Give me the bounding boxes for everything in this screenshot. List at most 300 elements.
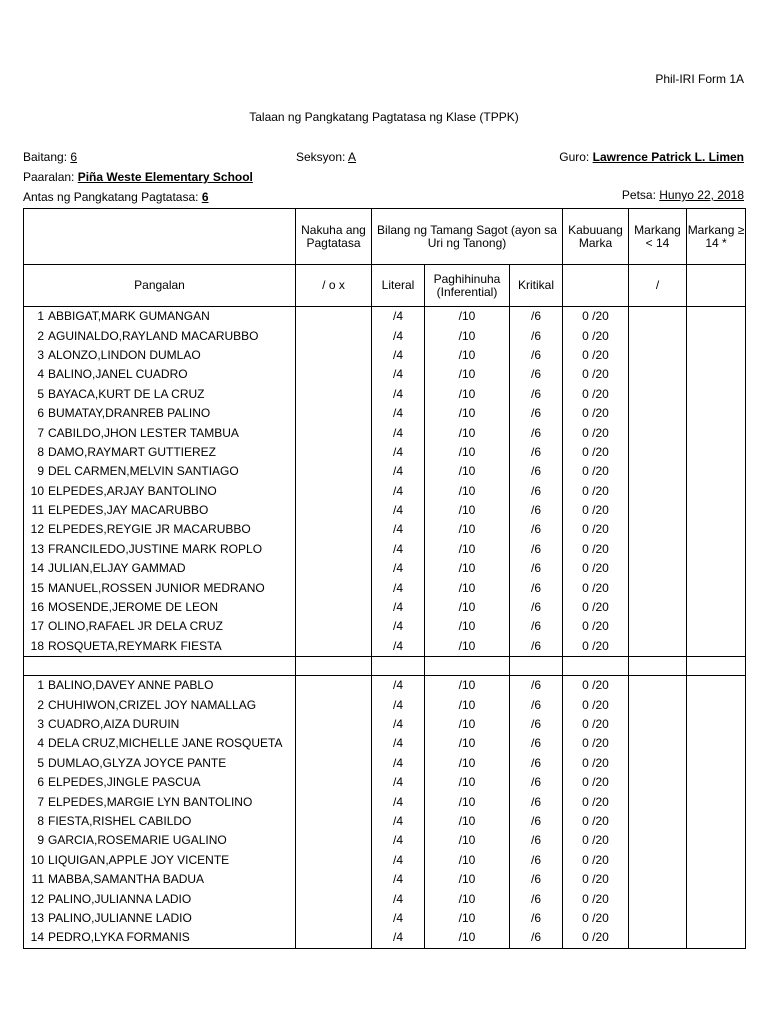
- student-number: 11: [31, 503, 44, 518]
- kritikal-cell: /6: [510, 889, 563, 908]
- literal-cell: /4: [372, 889, 425, 908]
- student-name: CABILDO,JHON LESTER TAMBUA: [48, 425, 239, 440]
- markang-high-cell: [687, 482, 746, 501]
- level-label: Antas ng Pangkatang Pagtatasa:: [23, 190, 199, 204]
- literal-cell: /4: [372, 559, 425, 578]
- student-number: 9: [37, 833, 44, 848]
- kritikal-cell: /6: [510, 695, 563, 714]
- markang-high-cell: [687, 928, 746, 948]
- student-number: 4: [37, 736, 44, 751]
- inferential-cell: /10: [425, 637, 510, 657]
- header-markang-high: Markang ≥ 14 *: [687, 209, 746, 265]
- total-cell: 0 /20: [563, 462, 629, 481]
- ox-cell: [296, 792, 372, 811]
- student-name-cell: [24, 423, 296, 442]
- student-name-cell: [24, 870, 296, 889]
- inferential-cell: /10: [425, 831, 510, 850]
- total-cell: 0 /20: [563, 598, 629, 617]
- student-row: [24, 559, 746, 578]
- student-name: BALINO,DAVEY ANNE PABLO: [48, 678, 214, 693]
- markang-low-cell: [629, 715, 687, 734]
- inferential-cell: /10: [425, 889, 510, 908]
- student-name: CHUHIWON,CRIZEL JOY NAMALLAG: [48, 697, 257, 712]
- date-label: Petsa:: [621, 188, 656, 202]
- literal-cell: /4: [372, 423, 425, 442]
- student-name: PEDRO,LYKA FORMANIS: [48, 930, 190, 945]
- student-number: 5: [37, 755, 44, 770]
- teacher-label: Guro:: [559, 150, 590, 164]
- ox-cell: [296, 715, 372, 734]
- student-name: DEL CARMEN,MELVIN SANTIAGO: [48, 464, 239, 479]
- student-name: ELPEDES,REYGIE JR MACARUBBO: [48, 522, 251, 537]
- markang-low-cell: [629, 326, 687, 345]
- markang-high-cell: [687, 831, 746, 850]
- teacher-value: Lawrence Patrick L. Limen: [592, 150, 744, 164]
- total-cell: 0 /20: [563, 404, 629, 423]
- student-name-cell: [24, 695, 296, 714]
- markang-low-cell: [629, 598, 687, 617]
- separator-cell: [425, 657, 510, 676]
- student-number: 1: [37, 678, 44, 693]
- kritikal-cell: /6: [510, 540, 563, 559]
- markang-low-cell: [629, 754, 687, 773]
- section-value: A: [348, 150, 357, 164]
- literal-cell: /4: [372, 501, 425, 520]
- ox-cell: [296, 346, 372, 365]
- inferential-cell: /10: [425, 423, 510, 442]
- inferential-cell: /10: [425, 792, 510, 811]
- inferential-cell: /10: [425, 598, 510, 617]
- markang-high-cell: [687, 676, 746, 696]
- student-number: 17: [30, 619, 44, 634]
- kritikal-cell: /6: [510, 462, 563, 481]
- markang-high-cell: [687, 812, 746, 831]
- markang-high-cell: [687, 909, 746, 928]
- student-name-cell: [24, 443, 296, 462]
- ox-cell: [296, 928, 372, 948]
- kritikal-cell: /6: [510, 443, 563, 462]
- inferential-cell: /10: [425, 773, 510, 792]
- header-kritikal: Kritikal: [510, 265, 563, 307]
- total-cell: 0 /20: [563, 851, 629, 870]
- literal-cell: /4: [372, 617, 425, 636]
- inferential-cell: /10: [425, 617, 510, 636]
- ox-cell: [296, 462, 372, 481]
- student-number: 12: [30, 891, 44, 906]
- student-name-cell: [24, 404, 296, 423]
- student-number: 10: [30, 852, 44, 867]
- kritikal-cell: /6: [510, 851, 563, 870]
- student-name-cell: [24, 754, 296, 773]
- student-row: [24, 365, 746, 384]
- ox-cell: [296, 676, 372, 696]
- markang-low-cell: [629, 346, 687, 365]
- markang-low-cell: [629, 909, 687, 928]
- inferential-cell: /10: [425, 404, 510, 423]
- header-bilang: Bilang ng Tamang Sagot (ayon sa Uri ng Tanong): [372, 209, 563, 265]
- student-row: [24, 443, 746, 462]
- student-number: 8: [37, 444, 44, 459]
- inferential-cell: /10: [425, 540, 510, 559]
- inferential-cell: /10: [425, 754, 510, 773]
- student-name: LIQUIGAN,APPLE JOY VICENTE: [48, 852, 230, 867]
- markang-low-cell: [629, 773, 687, 792]
- student-name: ELPEDES,ARJAY BANTOLINO: [48, 483, 217, 498]
- student-name-cell: [24, 540, 296, 559]
- ox-cell: [296, 754, 372, 773]
- school-label: Paaralan:: [23, 170, 75, 184]
- student-row: [24, 695, 746, 714]
- inferential-cell: /10: [425, 851, 510, 870]
- literal-cell: /4: [372, 715, 425, 734]
- student-row: [24, 540, 746, 559]
- separator-cell: [372, 657, 425, 676]
- grade-label: Baitang:: [23, 150, 68, 164]
- header-literal: Literal: [372, 265, 425, 307]
- markang-low-cell: [629, 695, 687, 714]
- header-pangalan: Pangalan: [24, 265, 296, 307]
- student-name: OLINO,RAFAEL JR DELA CRUZ: [48, 619, 223, 634]
- student-name: ELPEDES,MARGIE LYN BANTOLINO: [48, 794, 253, 809]
- separator-cell: [24, 657, 296, 676]
- student-name-cell: [24, 520, 296, 539]
- student-name-cell: [24, 792, 296, 811]
- literal-cell: /4: [372, 385, 425, 404]
- separator-cell: [563, 657, 629, 676]
- kritikal-cell: /6: [510, 870, 563, 889]
- student-name-cell: [24, 676, 296, 696]
- ox-cell: [296, 501, 372, 520]
- total-cell: 0 /20: [563, 754, 629, 773]
- student-row: [24, 578, 746, 597]
- student-name: PALINO,JULIANNA LADIO: [48, 891, 192, 906]
- markang-low-cell: [629, 851, 687, 870]
- student-number: 6: [37, 406, 44, 421]
- header-kabuuang: Kabuuang Marka: [563, 209, 629, 265]
- student-name: BALINO,JANEL CUADRO: [48, 367, 188, 382]
- student-row: [24, 676, 746, 696]
- school-info: [23, 170, 253, 184]
- student-number: 15: [30, 580, 44, 595]
- markang-high-cell: [687, 385, 746, 404]
- student-name-cell: [24, 559, 296, 578]
- total-cell: 0 /20: [563, 326, 629, 345]
- literal-cell: /4: [372, 540, 425, 559]
- markang-low-cell: [629, 365, 687, 384]
- inferential-cell: /10: [425, 443, 510, 462]
- kritikal-cell: /6: [510, 928, 563, 948]
- student-name-cell: [24, 637, 296, 657]
- inferential-cell: /10: [425, 482, 510, 501]
- student-name-cell: [24, 598, 296, 617]
- markang-low-cell: [629, 482, 687, 501]
- student-number: 7: [37, 425, 44, 440]
- total-cell: 0 /20: [563, 928, 629, 948]
- ox-cell: [296, 404, 372, 423]
- literal-cell: /4: [372, 346, 425, 365]
- student-row: [24, 889, 746, 908]
- literal-cell: /4: [372, 598, 425, 617]
- total-cell: 0 /20: [563, 676, 629, 696]
- student-row: [24, 385, 746, 404]
- markang-high-cell: [687, 346, 746, 365]
- kritikal-cell: /6: [510, 520, 563, 539]
- total-cell: 0 /20: [563, 773, 629, 792]
- kritikal-cell: /6: [510, 773, 563, 792]
- markang-low-cell: [629, 831, 687, 850]
- level-info: [23, 190, 209, 204]
- student-row: [24, 792, 746, 811]
- grade-value: 6: [70, 150, 78, 164]
- literal-cell: /4: [372, 812, 425, 831]
- kritikal-cell: /6: [510, 792, 563, 811]
- student-name-cell: [24, 578, 296, 597]
- student-number: 9: [37, 464, 44, 479]
- header-empty: [24, 209, 296, 265]
- student-name: MOSENDE,JEROME DE LEON: [48, 600, 219, 615]
- student-name: ELPEDES,JINGLE PASCUA: [48, 775, 201, 790]
- inferential-cell: /10: [425, 462, 510, 481]
- inferential-cell: /10: [425, 307, 510, 327]
- student-name-cell: [24, 617, 296, 636]
- literal-cell: /4: [372, 443, 425, 462]
- kritikal-cell: /6: [510, 831, 563, 850]
- markang-high-cell: [687, 773, 746, 792]
- total-cell: 0 /20: [563, 578, 629, 597]
- student-row: [24, 326, 746, 345]
- student-row: [24, 501, 746, 520]
- date-info: [622, 188, 744, 202]
- markang-high-cell: [687, 443, 746, 462]
- literal-cell: /4: [372, 365, 425, 384]
- literal-cell: /4: [372, 928, 425, 948]
- markang-high-cell: [687, 637, 746, 657]
- total-cell: 0 /20: [563, 501, 629, 520]
- markang-low-cell: [629, 540, 687, 559]
- inferential-cell: /10: [425, 520, 510, 539]
- markang-low-cell: [629, 443, 687, 462]
- total-cell: 0 /20: [563, 715, 629, 734]
- markang-high-cell: [687, 307, 746, 327]
- markang-low-cell: [629, 404, 687, 423]
- student-row: [24, 734, 746, 753]
- markang-low-cell: [629, 734, 687, 753]
- kritikal-cell: /6: [510, 365, 563, 384]
- student-name-cell: [24, 773, 296, 792]
- markang-high-cell: [687, 365, 746, 384]
- ox-cell: [296, 773, 372, 792]
- literal-cell: /4: [372, 695, 425, 714]
- total-cell: 0 /20: [563, 307, 629, 327]
- ox-cell: [296, 812, 372, 831]
- ox-cell: [296, 578, 372, 597]
- inferential-cell: /10: [425, 928, 510, 948]
- total-cell: 0 /20: [563, 831, 629, 850]
- student-name: AGUINALDO,RAYLAND MACARUBBO: [48, 328, 259, 343]
- separator-cell: [510, 657, 563, 676]
- kritikal-cell: /6: [510, 676, 563, 696]
- inferential-cell: /10: [425, 695, 510, 714]
- markang-high-cell: [687, 792, 746, 811]
- header-total-empty: [563, 265, 629, 307]
- markang-high-cell: [687, 578, 746, 597]
- separator-cell: [687, 657, 746, 676]
- inferential-cell: /10: [425, 909, 510, 928]
- kritikal-cell: /6: [510, 385, 563, 404]
- student-name: DELA CRUZ,MICHELLE JANE ROSQUETA: [48, 736, 283, 751]
- markang-low-cell: [629, 928, 687, 948]
- student-row: [24, 404, 746, 423]
- markang-high-cell: [687, 501, 746, 520]
- literal-cell: /4: [372, 637, 425, 657]
- student-name-cell: [24, 889, 296, 908]
- markang-low-cell: [629, 501, 687, 520]
- markang-high-cell: [687, 851, 746, 870]
- literal-cell: /4: [372, 754, 425, 773]
- student-name: FIESTA,RISHEL CABILDO: [48, 813, 192, 828]
- student-name-cell: [24, 909, 296, 928]
- inferential-cell: /10: [425, 346, 510, 365]
- ox-cell: [296, 559, 372, 578]
- student-name-cell: [24, 346, 296, 365]
- student-row: [24, 617, 746, 636]
- student-number: 18: [30, 638, 44, 653]
- ox-cell: [296, 365, 372, 384]
- markang-low-cell: [629, 792, 687, 811]
- student-name: CUADRO,AIZA DURUIN: [48, 717, 180, 731]
- student-name: GARCIA,ROSEMARIE UGALINO: [48, 833, 227, 848]
- student-name-cell: [24, 482, 296, 501]
- student-name: BUMATAY,DRANREB PALINO: [48, 406, 211, 421]
- total-cell: 0 /20: [563, 909, 629, 928]
- literal-cell: /4: [372, 870, 425, 889]
- kritikal-cell: /6: [510, 578, 563, 597]
- ox-cell: [296, 307, 372, 327]
- student-name-cell: [24, 307, 296, 327]
- ox-cell: [296, 423, 372, 442]
- ox-cell: [296, 443, 372, 462]
- total-cell: 0 /20: [563, 423, 629, 442]
- ox-cell: [296, 695, 372, 714]
- markang-low-cell: [629, 307, 687, 327]
- kritikal-cell: /6: [510, 637, 563, 657]
- kritikal-cell: /6: [510, 734, 563, 753]
- student-number: 6: [37, 775, 44, 790]
- ox-cell: [296, 870, 372, 889]
- literal-cell: /4: [372, 520, 425, 539]
- student-row: [24, 851, 746, 870]
- student-name-cell: [24, 462, 296, 481]
- student-name-cell: [24, 928, 296, 948]
- student-name: PALINO,JULIANNE LADIO: [48, 910, 192, 925]
- total-cell: 0 /20: [563, 346, 629, 365]
- student-number: 2: [37, 697, 44, 712]
- literal-cell: /4: [372, 831, 425, 850]
- section-label: Seksyon:: [296, 150, 346, 164]
- markang-low-cell: [629, 889, 687, 908]
- total-cell: 0 /20: [563, 637, 629, 657]
- ox-cell: [296, 734, 372, 753]
- markang-low-cell: [629, 676, 687, 696]
- student-row: [24, 637, 746, 657]
- kritikal-cell: /6: [510, 909, 563, 928]
- literal-cell: /4: [372, 326, 425, 345]
- ox-cell: [296, 831, 372, 850]
- student-row: [24, 462, 746, 481]
- total-cell: 0 /20: [563, 889, 629, 908]
- student-number: 12: [30, 522, 44, 537]
- student-row: [24, 831, 746, 850]
- literal-cell: /4: [372, 578, 425, 597]
- total-cell: 0 /20: [563, 617, 629, 636]
- markang-high-cell: [687, 462, 746, 481]
- ox-cell: [296, 617, 372, 636]
- student-number: 14: [30, 930, 44, 945]
- student-row: [24, 870, 746, 889]
- student-row: [24, 909, 746, 928]
- markang-high-cell: [687, 734, 746, 753]
- student-row: [24, 928, 746, 948]
- literal-cell: /4: [372, 462, 425, 481]
- student-name-cell: [24, 831, 296, 850]
- student-number: 3: [37, 347, 44, 362]
- kritikal-cell: /6: [510, 326, 563, 345]
- markang-high-cell: [687, 559, 746, 578]
- student-row: [24, 520, 746, 539]
- student-number: 2: [37, 328, 44, 343]
- total-cell: 0 /20: [563, 734, 629, 753]
- total-cell: 0 /20: [563, 812, 629, 831]
- literal-cell: /4: [372, 482, 425, 501]
- markang-high-cell: [687, 520, 746, 539]
- ox-cell: [296, 637, 372, 657]
- markang-high-cell: [687, 889, 746, 908]
- student-name-cell: [24, 851, 296, 870]
- markang-high-cell: [687, 715, 746, 734]
- literal-cell: /4: [372, 404, 425, 423]
- literal-cell: /4: [372, 676, 425, 696]
- total-cell: 0 /20: [563, 792, 629, 811]
- student-row: [24, 812, 746, 831]
- total-cell: 0 /20: [563, 540, 629, 559]
- student-number: 3: [37, 717, 44, 731]
- markang-low-cell: [629, 423, 687, 442]
- school-value: Piña Weste Elementary School: [77, 170, 253, 184]
- kritikal-cell: /6: [510, 598, 563, 617]
- header-nakuha: Nakuha ang Pagtatasa: [296, 209, 372, 265]
- student-name-cell: [24, 501, 296, 520]
- header-markang-low: Markang < 14: [629, 209, 687, 265]
- inferential-cell: /10: [425, 365, 510, 384]
- student-name: MABBA,SAMANTHA BADUA: [48, 872, 205, 887]
- markang-high-cell: [687, 540, 746, 559]
- total-cell: 0 /20: [563, 870, 629, 889]
- ox-cell: [296, 889, 372, 908]
- date-value: Hunyo 22, 2018: [659, 188, 744, 202]
- student-name: MANUEL,ROSSEN JUNIOR MEDRANO: [48, 580, 265, 595]
- student-name: ALONZO,LINDON DUMLAO: [48, 347, 201, 362]
- separator-cell: [629, 657, 687, 676]
- inferential-cell: /10: [425, 385, 510, 404]
- student-number: 5: [37, 386, 44, 401]
- literal-cell: /4: [372, 773, 425, 792]
- markang-low-cell: [629, 812, 687, 831]
- kritikal-cell: /6: [510, 559, 563, 578]
- student-number: 1: [37, 309, 44, 324]
- student-name-cell: [24, 385, 296, 404]
- student-name-cell: [24, 812, 296, 831]
- student-row: [24, 598, 746, 617]
